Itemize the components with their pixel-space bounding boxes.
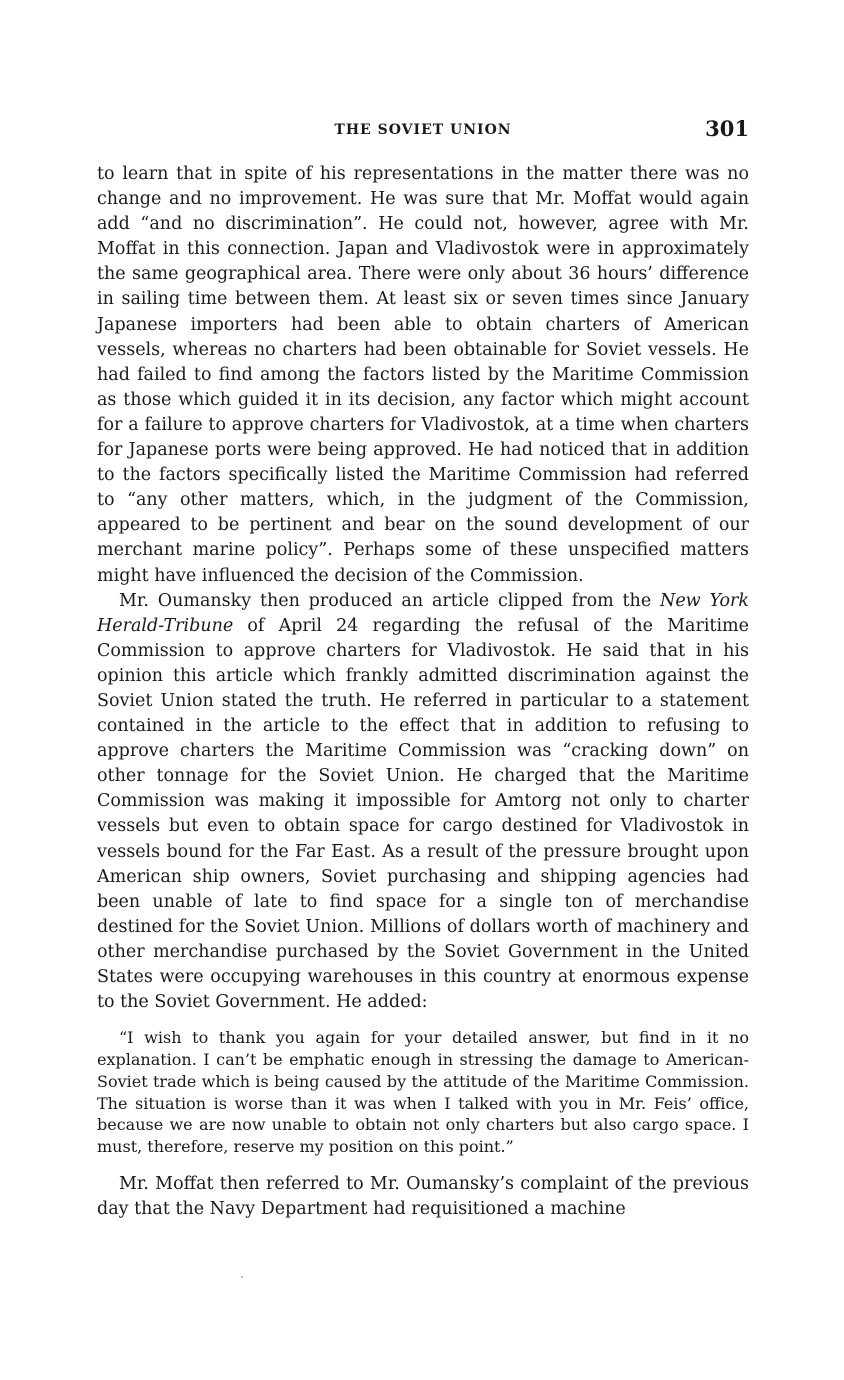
newspaper-title: New York Herald-Tribune — [97, 590, 749, 636]
document-page — [97, 112, 749, 1222]
running-header — [97, 112, 749, 152]
scan-speck — [241, 1276, 243, 1278]
page-number: 301 — [705, 116, 749, 141]
block-quote: “I wish to thank you again for your detailed answer, but find in it no explanation. I can’t be emphatic enough in stressing the damage to American-Soviet trade which is being caused by the attitude of the Maritime Commission. The situation is worse than it was when I talked with you in Mr. Feis’ office, because we are now unable to obtain not only charters but also cargo space. I must, therefore, reserve my position on this point.” — [97, 1028, 749, 1157]
paragraph-1: to learn that in spite of his representations in the matter there was no change and no improvement. He was sure that Mr. Moffat would again add “and no discrimination”. He could not, however, agree with Mr. Moffat in this connection. Japan and Vladivostok were in approximately the same geographical area. There were only about 36 hours’ difference in sailing time between them. At least six or seven times since January Japanese importers had been able to obtain charters of American vessels, whereas no charters had been obtainable for Soviet vessels. He had failed to find among the factors listed by the Maritime Commission as those which guided it in its decision, any factor which might account for a failure to approve charters for Vladivostok, at a time when charters for Japanese ports were being approved. He had noticed that in addition to the factors specifically listed the Maritime Commission had referred to “any other matters, which, in the judgment of the Commission, appeared to be pertinent and bear on the sound development of our merchant marine policy”. Perhaps some of these unspecified matters might have influenced the decision of the Commission. — [97, 164, 749, 586]
paragraph-2 — [97, 589, 749, 1016]
paragraph-3: Mr. Moffat then referred to Mr. Oumansky’s complaint of the previous day that the Navy Department had requisitioned a machine — [97, 1173, 749, 1220]
paragraph-2-rest: of April 24 regarding the refusal of the Maritime Commission to approve charters for Vladivostok. He said that in his opinion this article which frankly admitted discrimination against the Soviet Union stated the truth. He referred in particular to a statement contained in the article to the effect that in addition to refusing to approve charters the Maritime Commission was “cracking down” on other tonnage for the Soviet Union. He charged that the Maritime Commission was making it impossible for Amtorg not only to charter vessels but even to obtain space for cargo destined for Vladivostok in vessels bound for the Far East. As a result of the pressure brought upon American ship owners, Soviet purchasing and shipping agencies had been unable of late to find space for a single ton of merchandise destined for the Soviet Union. Millions of dollars worth of machinery and other merchandise purchased by the Soviet Government in the United States were occupying warehouses in this country at enormous expense to the Soviet Government. He added: — [97, 615, 749, 1013]
running-title: THE SOVIET UNION — [334, 122, 512, 138]
paragraph-2-start: Mr. Oumansky then produced an article clipped from the — [119, 590, 660, 611]
